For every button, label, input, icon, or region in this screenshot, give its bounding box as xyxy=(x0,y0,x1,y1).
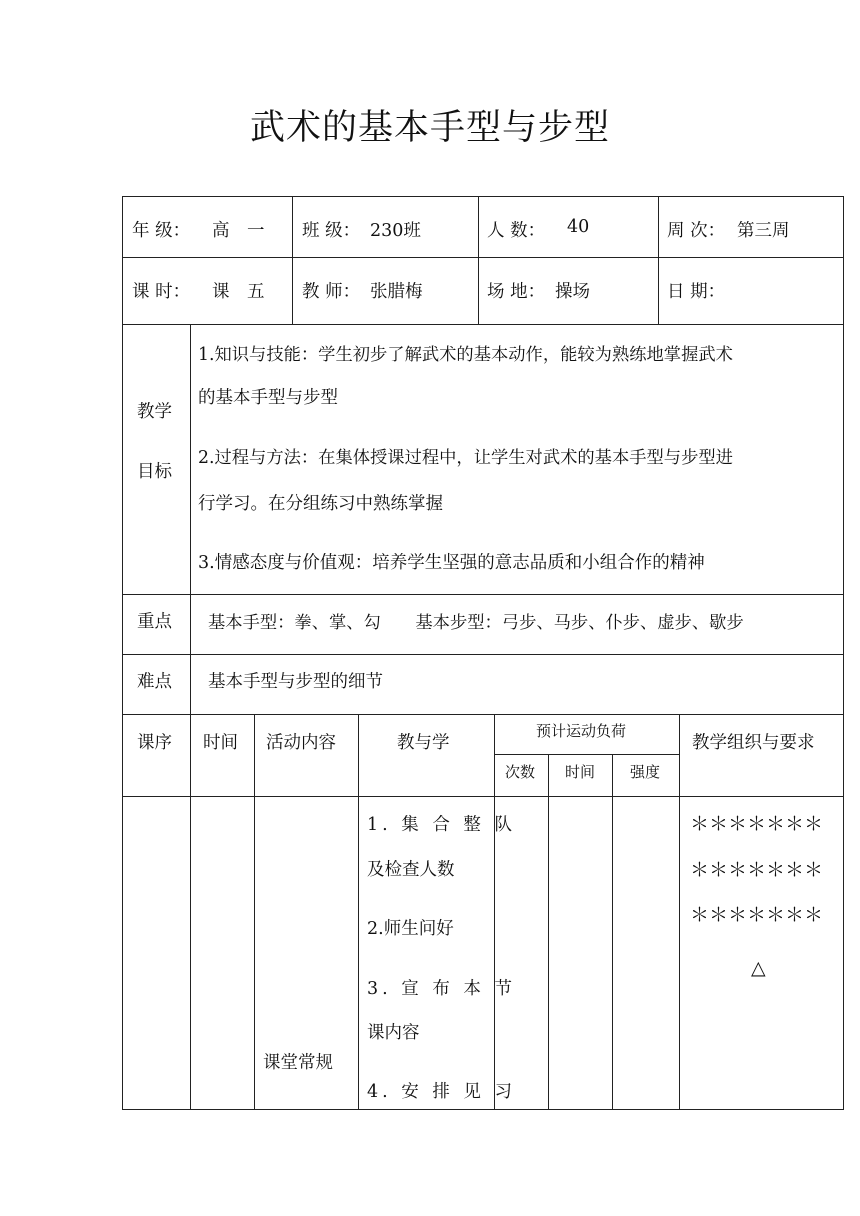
organization-cell xyxy=(679,796,844,1110)
objective-1-line1: 1.知识与技能：学生初步了解武术的基本动作，能较为熟练地掌握武术 xyxy=(198,345,733,365)
grade-label: 年 级： xyxy=(132,221,191,241)
load-header: 预计运动负荷 xyxy=(536,722,627,740)
load-count-cell xyxy=(494,796,548,1110)
grade-value: 高 一 xyxy=(212,221,265,241)
organization-header: 教学组织与要求 xyxy=(692,733,815,753)
students-label: 人 数： xyxy=(487,221,546,241)
organization-header-cell xyxy=(679,714,844,796)
venue-label: 场 地： xyxy=(487,282,546,302)
teacher-value: 张腊梅 xyxy=(370,282,423,302)
objectives-label-line2: 目标 xyxy=(137,462,172,482)
step-2: 2.师生问好 xyxy=(367,919,454,939)
difficulties-text: 基本手型与步型的细节 xyxy=(208,672,383,692)
teacher-position-triangle-icon: △ xyxy=(751,957,766,979)
lesson-label: 课 时： xyxy=(132,282,191,302)
lesson-value: 课 五 xyxy=(212,282,265,302)
class-value: 230班 xyxy=(370,221,421,241)
activity-header: 活动内容 xyxy=(266,733,336,753)
document-title: 武术的基本手型与步型 xyxy=(249,108,610,148)
order-header-cell xyxy=(122,714,190,796)
formation-row-1: ＊＊＊＊＊＊＊ xyxy=(690,813,824,835)
order-header: 课序 xyxy=(137,733,172,753)
objective-2-line1: 2.过程与方法：在集体授课过程中，让学生对武术的基本手型与步型进 xyxy=(198,448,733,468)
load-count-header: 次数 xyxy=(505,763,536,781)
date-label: 日 期： xyxy=(667,282,726,302)
objective-1-line2: 的基本手型与步型 xyxy=(198,388,338,408)
teaching-header: 教与学 xyxy=(397,733,450,753)
step-3-line1: 3. 宣 布 本 节 xyxy=(367,979,516,999)
students-value: 40 xyxy=(567,217,590,237)
difficulties-label: 难点 xyxy=(137,672,172,692)
step-1-line1: 1. 集 合 整 队 xyxy=(367,815,516,835)
step-3-line2: 课内容 xyxy=(367,1023,420,1043)
activity-header-cell xyxy=(254,714,358,796)
teaching-header-cell xyxy=(358,714,494,796)
load-intensity-cell xyxy=(612,796,679,1110)
formation-row-3: ＊＊＊＊＊＊＊ xyxy=(690,904,824,926)
load-time-cell xyxy=(548,796,612,1110)
time-cell xyxy=(190,796,254,1110)
key-points-text: 基本手型：拳、掌、勾 基本步型：弓步、马步、仆步、虚步、歇步 xyxy=(208,613,744,633)
week-value: 第三周 xyxy=(737,221,790,241)
time-header-cell xyxy=(190,714,254,796)
step-1-line2: 及检查人数 xyxy=(367,860,455,880)
step-4-line1: 4. 安 排 见 习 xyxy=(367,1082,516,1102)
objectives-label-line1: 教学 xyxy=(137,402,172,422)
lesson-plan-table xyxy=(122,196,844,1110)
teaching-cell xyxy=(358,796,494,1110)
week-label: 周 次： xyxy=(667,221,726,241)
objective-2-line2: 行学习。在分组练习中熟练掌握 xyxy=(198,494,443,514)
activity-routine: 课堂常规 xyxy=(263,1053,333,1073)
load-time-header: 时间 xyxy=(565,763,596,781)
formation-row-2: ＊＊＊＊＊＊＊ xyxy=(690,859,824,881)
key-points-label: 重点 xyxy=(137,612,172,632)
time-header: 时间 xyxy=(203,733,238,753)
order-cell xyxy=(122,796,190,1110)
venue-value: 操场 xyxy=(555,282,590,302)
class-label: 班 级： xyxy=(302,221,361,241)
teacher-label: 教 师： xyxy=(302,282,361,302)
objective-3-line1: 3.情感态度与价值观：培养学生坚强的意志品质和小组合作的精神 xyxy=(198,553,705,573)
load-intensity-header: 强度 xyxy=(630,763,661,781)
